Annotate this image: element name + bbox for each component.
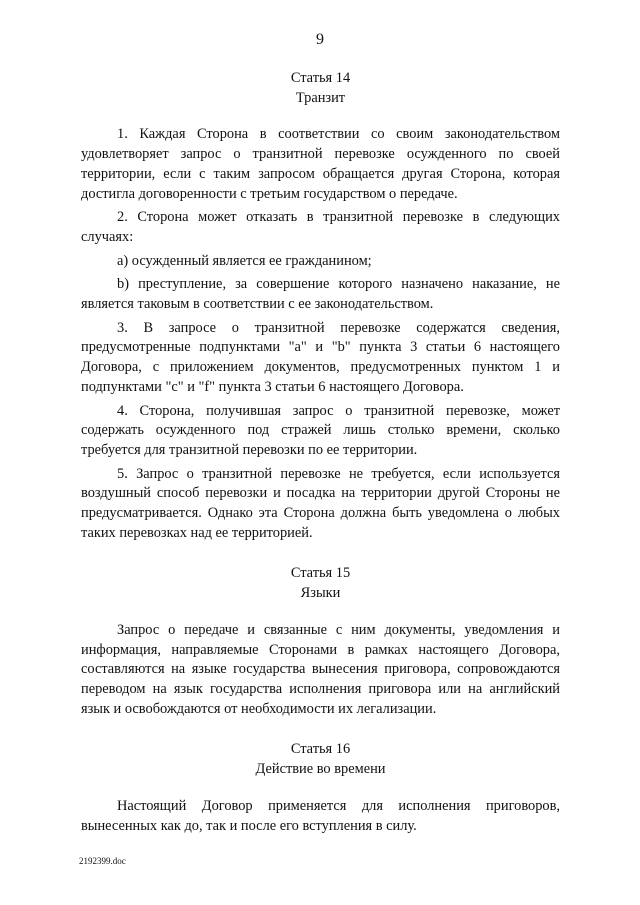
paragraph: 1. Каждая Сторона в соответствии со своим законодательством удовлетворяет запрос о транзитной перевозке осужденного по своей территории, если с таким запросом обращается другая Сторона, которая достигла договоренности с третьим государством о передаче. bbox=[81, 126, 560, 202]
paragraph: 4. Сторона, получившая запрос о транзитной перевозке, может содержать осужденного под стражей лишь столько времени, сколько требуется для транзитной перевозки по ее территории. bbox=[81, 402, 560, 458]
file-name-footer: 2192399.doc bbox=[79, 856, 126, 866]
article-number: Статья 16 bbox=[290, 741, 351, 758]
paragraph: 3. В запросе о транзитной перевозке содержатся сведения, предусмотренные подпунктами "a" и "b" пункта 3 статьи 6 настоящего Договора, с приложением документов, предусмотренных пунктом 1 и подпунктами "c" и "f" пункта 3 статьи 6 настоящего Договора. bbox=[81, 319, 560, 395]
article-title: Действие во времени bbox=[255, 761, 386, 778]
article-title: Транзит bbox=[295, 89, 346, 106]
paragraph: b) преступление, за совершение которого назначено наказание, не является таковым в соответствии с ее законодательством. bbox=[81, 276, 560, 313]
page-number: 9 bbox=[316, 31, 324, 48]
article-number: Статья 15 bbox=[290, 565, 351, 582]
article-heading bbox=[81, 740, 560, 779]
paragraph: 2. Сторона может отказать в транзитной перевозке в следующих случаях: bbox=[81, 209, 560, 245]
article-16 bbox=[81, 740, 560, 836]
paragraph: Запрос о передаче и связанные с ним документы, уведомления и информация, направляемые Сторонами в рамках настоящего Договора, составляются на языке государства вынесения приговора, сопровождаются переводом на язык государства исполнения приговора или на английский язык и освобождаются от необходимости их легализации. bbox=[81, 621, 560, 717]
paragraph: 5. Запрос о транзитной перевозке не требуется, если используется воздушный способ перевозки и посадка на территории другой Стороны не предусматривается. Однако эта Сторона должна быть уведомлена о любых таких перевозках над ее территорией. bbox=[81, 465, 560, 541]
article-title: Языки bbox=[300, 585, 341, 602]
article-heading bbox=[81, 564, 560, 603]
paragraph: Настоящий Договор применяется для исполнения приговоров, вынесенных как до, так и после его вступления в силу. bbox=[81, 797, 560, 834]
document-body bbox=[81, 69, 560, 836]
article-heading bbox=[81, 69, 560, 108]
article-15 bbox=[81, 564, 560, 719]
article-14 bbox=[81, 69, 560, 543]
paragraph: a) осужденный является ее гражданином; bbox=[117, 252, 372, 269]
article-number: Статья 14 bbox=[290, 70, 351, 86]
